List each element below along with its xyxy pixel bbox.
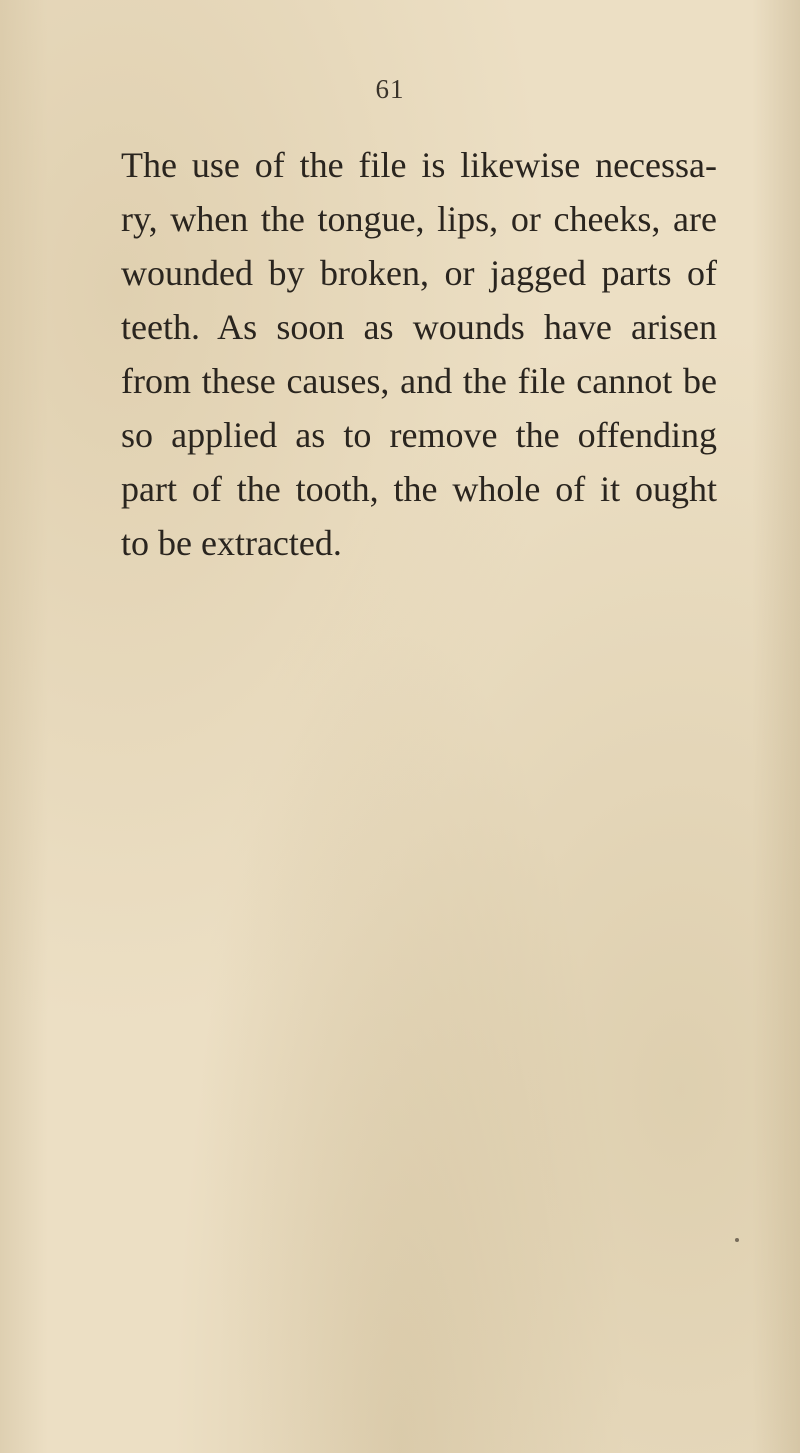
page-number: 61 (375, 74, 405, 104)
paragraph-line: to be extracted. (121, 523, 342, 563)
paragraph-line: teeth. As soon as wounds have arisen (121, 307, 717, 347)
body-paragraph (121, 138, 717, 570)
paragraph-line: wounded by broken, or jagged parts of (121, 253, 717, 293)
paragraph-line: from these causes, and the file cannot be (121, 361, 717, 401)
paragraph-line: ry, when the tongue, lips, or cheeks, are (121, 199, 717, 239)
paragraph-line: so applied as to remove the offending (121, 415, 717, 455)
paragraph-line: part of the tooth, the whole of it ought (121, 469, 717, 509)
paper-speck (735, 1238, 739, 1242)
paragraph-line: The use of the file is likewise necessa- (121, 145, 717, 185)
